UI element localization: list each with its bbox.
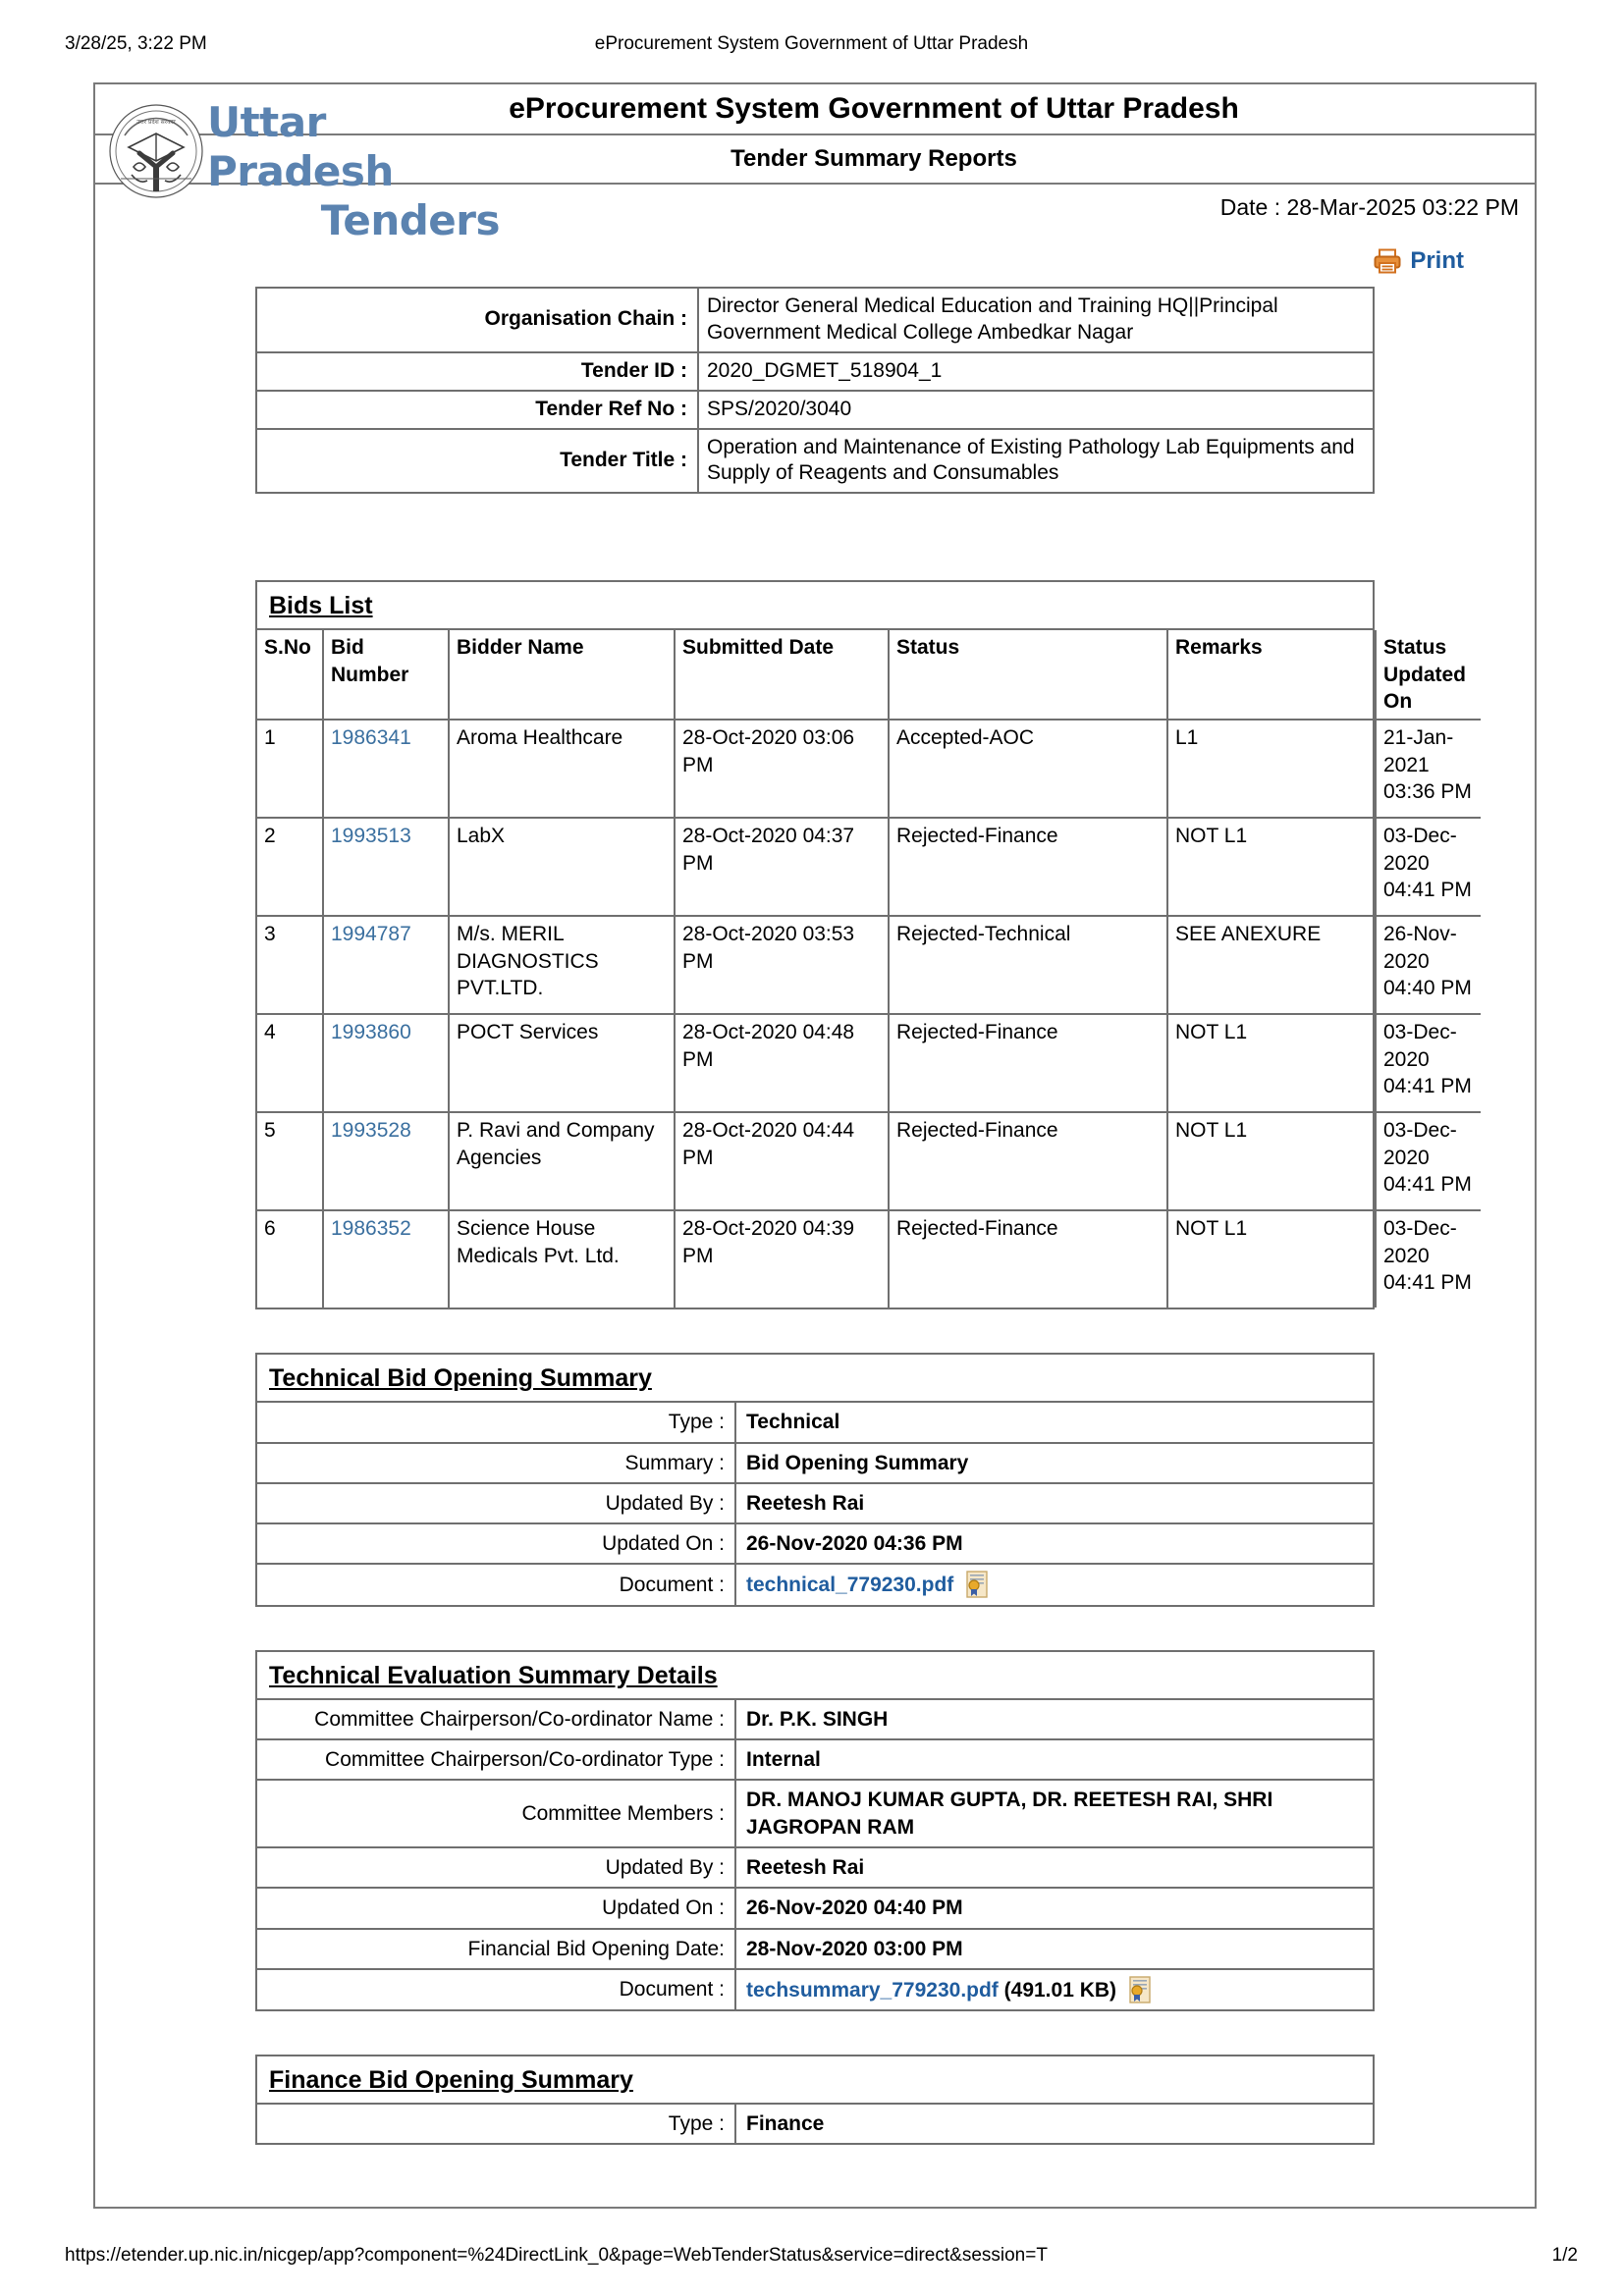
certificate-icon (965, 1571, 989, 1598)
cell-submitted-date: 28-Oct-2020 04:37 PM (675, 818, 889, 916)
technical-document-link[interactable]: technical_779230.pdf (746, 1574, 954, 1597)
spacer (95, 494, 1535, 580)
technical-bid-opening-heading-row (257, 1355, 1373, 1401)
bids-list-table (257, 630, 1481, 1308)
col-status: Status (889, 630, 1167, 720)
tender-info-value: 2020_DGMET_518904_1 (698, 352, 1374, 391)
cell-status-updated-on: 03-Dec-2020 04:41 PM (1376, 1210, 1481, 1308)
field-value: Bid Opening Summary (735, 1443, 1373, 1483)
field-value: 26-Nov-2020 04:36 PM (735, 1523, 1373, 1564)
table-row (257, 1402, 1373, 1442)
cell-remarks: NOT L1 (1167, 818, 1376, 916)
print-button[interactable] (1374, 247, 1464, 275)
svg-text:उत्तर प्रदेश सरकार: उत्तर प्रदेश सरकार (136, 119, 176, 126)
document-cell (735, 1564, 1373, 1604)
table-row (257, 1564, 1373, 1604)
field-label: Updated By : (257, 1483, 735, 1523)
field-label: Committee Members : (257, 1780, 735, 1847)
cell-sno: 2 (257, 818, 323, 916)
cell-sno: 4 (257, 1014, 323, 1112)
technical-bid-opening-section (255, 1353, 1375, 1606)
tender-info-body (256, 288, 1374, 493)
field-value: Reetesh Rai (735, 1847, 1373, 1888)
table-row (257, 1847, 1373, 1888)
print-label: Print (1410, 247, 1464, 274)
finance-bid-opening-heading: Finance Bid Opening Summary (269, 2066, 633, 2095)
cell-remarks: NOT L1 (1167, 1112, 1376, 1210)
certificate-icon (1128, 1976, 1152, 2003)
cell-status: Rejected-Finance (889, 818, 1167, 916)
bid-number-link[interactable]: 1986352 (331, 1217, 411, 1241)
browser-print-header (0, 33, 1623, 57)
field-value: Finance (735, 2104, 1373, 2143)
table-row (257, 1523, 1373, 1564)
col-sno: S.No (257, 630, 323, 720)
browser-print-footer (0, 2245, 1623, 2269)
col-status-updated-on: Status Updated On (1376, 630, 1481, 720)
cell-submitted-date: 28-Oct-2020 04:44 PM (675, 1112, 889, 1210)
field-label: Updated On : (257, 1523, 735, 1564)
table-row (257, 1888, 1373, 1928)
brand-line-2: Tenders (320, 196, 500, 244)
col-bid-number: Bid Number (323, 630, 449, 720)
tender-info-label: Tender Ref No : (256, 391, 698, 429)
technical-evaluation-table (257, 1698, 1373, 2009)
cell-sno: 1 (257, 720, 323, 818)
technical-bid-opening-heading: Technical Bid Opening Summary (269, 1364, 652, 1393)
tender-info-label: Tender ID : (256, 352, 698, 391)
tender-info-value: Director General Medical Education and Training HQ||Principal Government Medical College Ambedkar Nagar (698, 288, 1374, 352)
field-value: Dr. P.K. SINGH (735, 1699, 1373, 1739)
print-header-title: eProcurement System Government of Uttar Pradesh (594, 33, 1029, 54)
techsummary-document-link[interactable]: techsummary_779230.pdf (746, 1978, 999, 2002)
table-row (256, 391, 1374, 429)
cell-bidder-name: M/s. MERIL DIAGNOSTICS PVT.LTD. (449, 916, 675, 1014)
col-submitted-date: Submitted Date (675, 630, 889, 720)
cell-bid-number (323, 1014, 449, 1112)
cell-bidder-name: LabX (449, 818, 675, 916)
technical-evaluation-section (255, 1650, 1375, 2011)
tender-info-table (255, 287, 1375, 494)
document-label: Document : (257, 1969, 735, 2009)
table-row (257, 1443, 1373, 1483)
table-row (257, 1969, 1373, 2009)
bids-list-body (257, 720, 1481, 1308)
cell-bid-number (323, 818, 449, 916)
table-row (257, 1483, 1373, 1523)
table-row (257, 720, 1481, 818)
cell-bidder-name: Science House Medicals Pvt. Ltd. (449, 1210, 675, 1308)
cell-bid-number (323, 720, 449, 818)
bid-number-link[interactable]: 1986341 (331, 726, 411, 750)
cell-bidder-name: POCT Services (449, 1014, 675, 1112)
cell-bid-number (323, 1112, 449, 1210)
print-header-timestamp: 3/28/25, 3:22 PM (65, 33, 207, 54)
cell-bid-number (323, 1210, 449, 1308)
brand-wordmark (207, 98, 521, 245)
field-label: Updated On : (257, 1888, 735, 1928)
cell-sno: 6 (257, 1210, 323, 1308)
table-row (257, 2104, 1373, 2143)
cell-submitted-date: 28-Oct-2020 03:06 PM (675, 720, 889, 818)
technical-bid-opening-table (257, 1401, 1373, 1604)
cell-remarks: NOT L1 (1167, 1014, 1376, 1112)
bids-list-heading: Bids List (269, 592, 373, 620)
spacer (95, 2011, 1535, 2055)
cell-bidder-name: P. Ravi and Company Agencies (449, 1112, 675, 1210)
cell-remarks: SEE ANEXURE (1167, 916, 1376, 1014)
technical-evaluation-heading-row (257, 1652, 1373, 1698)
cell-status: Rejected-Technical (889, 916, 1167, 1014)
table-row (256, 429, 1374, 494)
field-label: Type : (257, 1402, 735, 1442)
page-title: eProcurement System Government of Uttar Pradesh (509, 92, 1239, 125)
cell-status: Rejected-Finance (889, 1112, 1167, 1210)
report-page (93, 82, 1537, 2209)
table-row (256, 352, 1374, 391)
finance-bid-opening-table (257, 2103, 1373, 2143)
finance-bid-opening-body (257, 2104, 1373, 2143)
cell-submitted-date: 28-Oct-2020 04:48 PM (675, 1014, 889, 1112)
cell-status-updated-on: 03-Dec-2020 04:41 PM (1376, 1014, 1481, 1112)
printer-icon (1374, 248, 1401, 274)
print-footer-page: 1/2 (1551, 2245, 1578, 2266)
brand-logo (101, 90, 514, 244)
field-value: 26-Nov-2020 04:40 PM (735, 1888, 1373, 1928)
tender-info-value: SPS/2020/3040 (698, 391, 1374, 429)
cell-bid-number (323, 916, 449, 1014)
cell-status-updated-on: 21-Jan-2021 03:36 PM (1376, 720, 1481, 818)
field-label: Updated By : (257, 1847, 735, 1888)
technical-bid-opening-body (257, 1402, 1373, 1604)
field-label: Committee Chairperson/Co-ordinator Type : (257, 1739, 735, 1780)
field-value: Reetesh Rai (735, 1483, 1373, 1523)
tender-info-label: Tender Title : (256, 429, 698, 494)
bids-list-section (255, 580, 1472, 1309)
cell-status-updated-on: 03-Dec-2020 04:41 PM (1376, 1112, 1481, 1210)
cell-submitted-date: 28-Oct-2020 04:39 PM (675, 1210, 889, 1308)
bids-list-heading-row (257, 582, 1373, 630)
cell-remarks: L1 (1167, 720, 1376, 818)
bid-number-link[interactable]: 1994787 (331, 923, 411, 946)
document-cell (735, 1969, 1373, 2009)
cell-submitted-date: 28-Oct-2020 03:53 PM (675, 916, 889, 1014)
spacer (95, 1309, 1535, 1353)
table-row (257, 1699, 1373, 1739)
table-row (257, 818, 1481, 916)
table-row (257, 1210, 1481, 1308)
bid-number-link[interactable]: 1993528 (331, 1119, 411, 1143)
tender-info-value: Operation and Maintenance of Existing Pathology Lab Equipments and Supply of Reagents and Consumables (698, 429, 1374, 494)
field-label: Summary : (257, 1443, 735, 1483)
field-value: DR. MANOJ KUMAR GUPTA, DR. REETESH RAI, SHRI JAGROPAN RAM (735, 1780, 1373, 1847)
table-row (257, 1929, 1373, 1969)
cell-status-updated-on: 26-Nov-2020 04:40 PM (1376, 916, 1481, 1014)
brand-line-1: Uttar Pradesh (207, 98, 394, 195)
cell-bidder-name: Aroma Healthcare (449, 720, 675, 818)
field-label: Committee Chairperson/Co-ordinator Name : (257, 1699, 735, 1739)
table-row (257, 1014, 1481, 1112)
table-row (257, 916, 1481, 1014)
cell-remarks: NOT L1 (1167, 1210, 1376, 1308)
cell-sno: 3 (257, 916, 323, 1014)
table-row (257, 1739, 1373, 1780)
technical-evaluation-heading: Technical Evaluation Summary Details (269, 1661, 718, 1689)
cell-sno: 5 (257, 1112, 323, 1210)
table-row (256, 288, 1374, 352)
field-label: Financial Bid Opening Date: (257, 1929, 735, 1969)
uttar-pradesh-state-emblem-icon (107, 102, 205, 200)
bid-number-link[interactable]: 1993860 (331, 1021, 411, 1044)
table-row (257, 1780, 1373, 1847)
col-bidder-name: Bidder Name (449, 630, 675, 720)
field-value: 28-Nov-2020 03:00 PM (735, 1929, 1373, 1969)
table-row (257, 1112, 1481, 1210)
spacer (95, 1607, 1535, 1650)
finance-bid-opening-heading-row (257, 2056, 1373, 2103)
field-label: Type : (257, 2104, 735, 2143)
table-header-row (257, 630, 1481, 720)
finance-bid-opening-section (255, 2055, 1375, 2145)
page-subtitle: Tender Summary Reports (730, 145, 1017, 172)
bid-number-link[interactable]: 1993513 (331, 825, 411, 848)
document-label: Document : (257, 1564, 735, 1604)
field-value: Internal (735, 1739, 1373, 1780)
cell-status: Rejected-Finance (889, 1014, 1167, 1112)
col-remarks: Remarks (1167, 630, 1376, 720)
field-value: Technical (735, 1402, 1373, 1442)
tender-info-label: Organisation Chain : (256, 288, 698, 352)
report-content (95, 230, 1535, 2145)
report-date: Date : 28-Mar-2025 03:22 PM (1219, 193, 1519, 220)
print-footer-url: https://etender.up.nic.in/nicgep/app?component=%24DirectLink_0&page=WebTenderStatus&service=direct&session=T (65, 2245, 1048, 2266)
technical-evaluation-body (257, 1699, 1373, 2009)
cell-status: Accepted-AOC (889, 720, 1167, 818)
report-banner (95, 84, 1535, 244)
cell-status: Rejected-Finance (889, 1210, 1167, 1308)
bids-list-head (257, 630, 1481, 720)
cell-status-updated-on: 03-Dec-2020 04:41 PM (1376, 818, 1481, 916)
document-size: (491.01 KB) (1003, 1978, 1117, 2002)
